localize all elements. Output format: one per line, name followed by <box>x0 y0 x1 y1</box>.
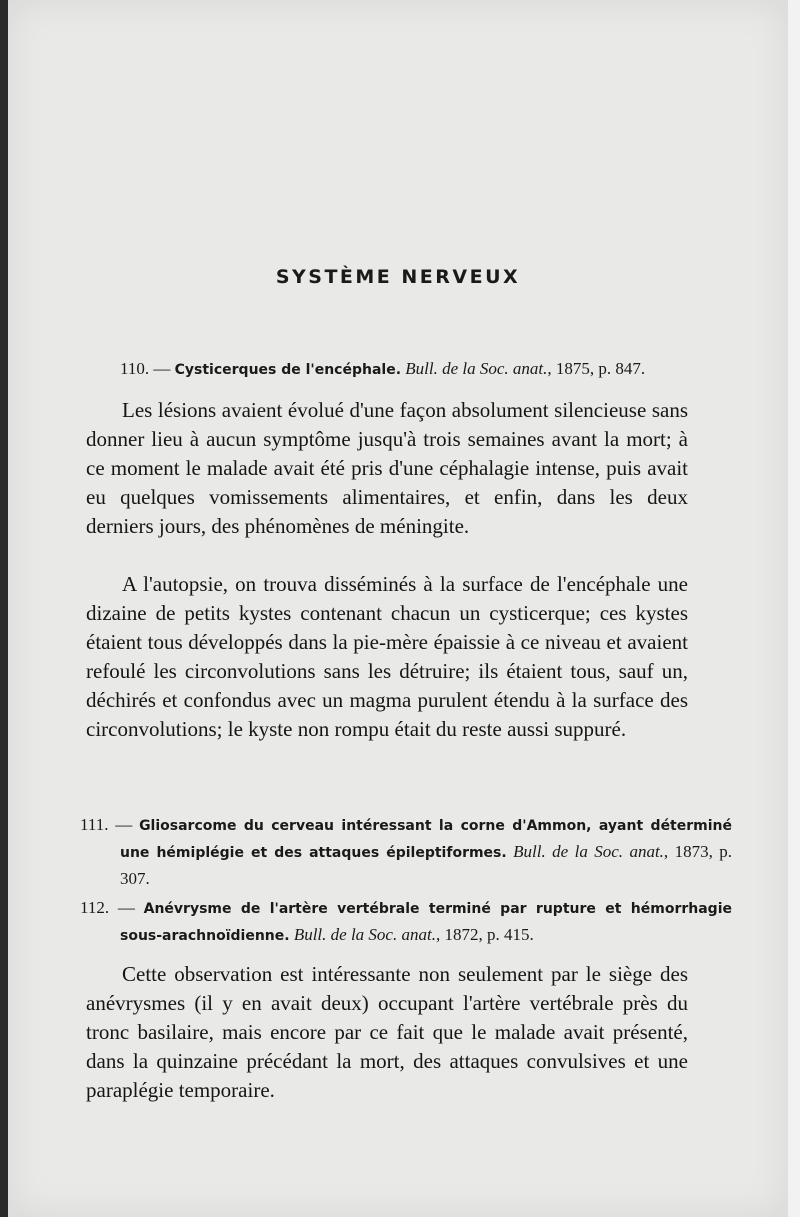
entry-number: 111. <box>80 815 109 834</box>
entry-title: Cysticerques de l'encéphale. <box>174 362 402 378</box>
page-edge <box>788 0 800 1217</box>
bibliography-entry-112 <box>80 895 732 949</box>
entry-number: 112. <box>80 898 110 917</box>
paragraph-3: Cette observation est intéressante non seulement par le siège des anévrysmes (il y en avait deux) occupant l'artère vertébrale près du tronc basilaire, mais encore par ce fait que le malade avait présenté, dans la quinzaine précédant la mort, des attaques convulsives et une paraplégie temporaire. <box>86 962 688 1102</box>
entry-dash: — <box>153 359 171 378</box>
entry-dash: — <box>117 898 135 917</box>
entry-citation: , 1872, p. 415. <box>435 925 534 944</box>
entry-source: Bull. de la Soc. anat. <box>293 925 436 944</box>
bibliography-entry-111 <box>80 812 732 892</box>
entry-title: Gliosarcome du cerveau intéressant la corne d'Ammon, ayant déterminé une hémiplégie et des attaques épileptiformes. <box>120 818 732 861</box>
paragraph-1: Les lésions avaient évolué d'une façon absolument silencieuse sans donner lieu à aucun symptôme jusqu'à trois semaines avant la mort; à ce moment le malade avait été pris d'une céphalagie intense, puis avait eu quelques vomissements alimentaires, et enfin, dans les deux derniers jours, des phénomènes de méningite. <box>86 398 688 538</box>
entry-citation: , 1875, p. 847. <box>547 359 646 378</box>
entry-source: Bull. de la Soc. anat. <box>405 359 548 378</box>
entry-number: 110. <box>120 359 150 378</box>
bibliography-entry-110 <box>120 356 700 383</box>
entry-title: Anévrysme de l'artère vertébrale terminé par rupture et hémorrhagie sous-arachnoïdienne. <box>120 901 733 944</box>
section-heading: SYSTÈME NERVEUX <box>275 266 521 288</box>
book-page <box>8 0 788 1217</box>
paragraph-2: A l'autopsie, on trouva disséminés à la surface de l'encéphale une dizaine de petits kystes contenant chacun un cysticerque; ces kystes étaient tous développés dans la pie-mère épaissie à ce niveau et avaient refoulé les circonvolutions sans les détruire; ils étaient tous, sauf un, déchirés et confondus avec un magma purulent étendu à la surface des circonvolutions; le kyste non rompu était du reste aussi suppuré. <box>86 572 688 741</box>
entry-citation: , 1873, p. 307. <box>120 842 733 888</box>
entry-source: Bull. de la Soc. anat. <box>513 842 664 861</box>
entry-dash: — <box>115 815 133 834</box>
